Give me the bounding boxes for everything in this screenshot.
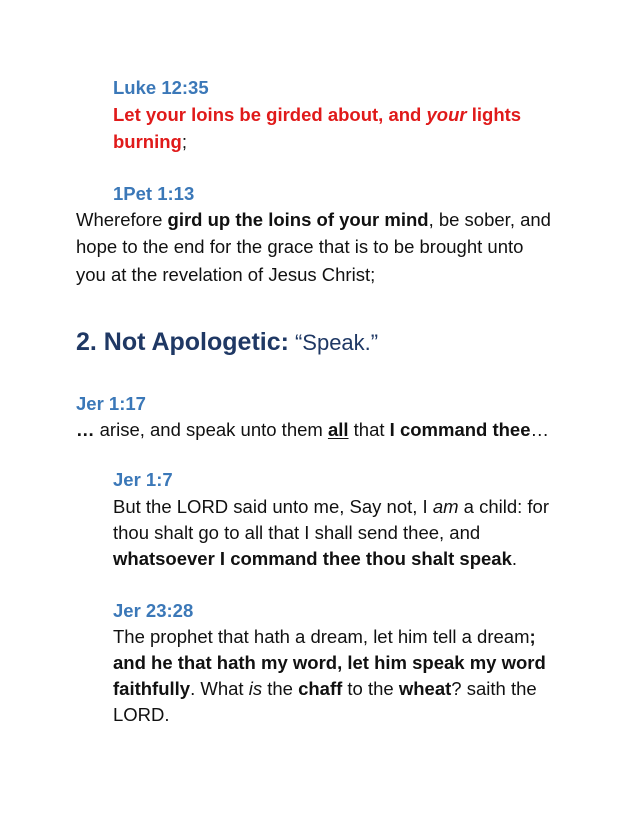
jer-23-28-line-2: and he that hath my word, let him speak my word [113, 652, 546, 673]
pet-text-b: , be sober, and [428, 209, 551, 230]
jer2328-text-a: The prophet that hath a dream, let him tell a dream [113, 626, 530, 647]
1pet-1-13-reference: 1Pet 1:13 [113, 183, 195, 204]
jer117-ellipsis: … [76, 419, 95, 440]
jer2328-text-b: the [262, 678, 299, 699]
jer-1-7-reference: Jer 1:7 [113, 469, 173, 490]
jer2328-wheat: wheat [398, 678, 452, 699]
jer117-text-b: that [348, 419, 390, 440]
jer17-text-am: am [432, 496, 459, 517]
1pet-1-13-line-1 [76, 208, 551, 233]
jer2328-faithfully: faithfully [113, 678, 191, 699]
1pet-1-13-line-3: you at the revelation of Jesus Christ; [76, 264, 376, 285]
jer2328-chaff: chaff [298, 678, 343, 699]
jer2328-semicolon: ; [529, 626, 536, 647]
jer-23-28-line-3 [113, 677, 537, 702]
jer117-text-a: arise, and speak unto them [94, 419, 328, 440]
luke-text-your: your [426, 104, 467, 125]
jer17-text-b: a child: for [458, 496, 550, 517]
pet-text-bold: gird up the loins of your mind [167, 209, 429, 230]
jer2328-text-is: is [248, 678, 263, 699]
luke-12-35-reference: Luke 12:35 [113, 77, 209, 98]
luke-text-burning: burning [113, 131, 182, 152]
pet-text-a: Wherefore [76, 209, 168, 230]
jer17-text-a: But the LORD said unto me, Say not, I [113, 496, 433, 517]
luke-12-35-line-2 [113, 130, 187, 155]
jer-1-7-line-3 [113, 547, 517, 572]
jer-1-17-reference: Jer 1:17 [76, 393, 146, 414]
jer-23-28-line-1 [113, 625, 536, 650]
jer2328-text-c: to the [342, 678, 399, 699]
section-heading-title: 2. Not Apologetic: [76, 328, 289, 356]
jer2328-text-d: ? saith the [451, 678, 537, 699]
luke-text-b: lights [466, 104, 522, 125]
luke-text-semicolon: ; [181, 131, 187, 152]
section-heading [76, 328, 378, 362]
jer117-bold: I command thee [389, 419, 531, 440]
jer2328-text-a: . What [190, 678, 249, 699]
jer117-text-c: … [530, 419, 550, 440]
jer17-bold: whatsoever I command thee thou shalt speak [113, 548, 512, 569]
jer-23-28-reference: Jer 23:28 [113, 600, 194, 621]
jer-1-17-line [76, 418, 549, 443]
jer17-period: . [511, 548, 518, 569]
jer117-underline-all: all [327, 419, 349, 440]
jer-23-28-line-4: LORD. [113, 704, 170, 725]
jer-1-7-line-2: thou shalt go to all that I shall send thee, and [113, 522, 481, 543]
1pet-1-13-line-2: hope to the end for the grace that is to be brought unto [76, 236, 524, 257]
jer-1-7-line-1 [113, 495, 549, 520]
luke-12-35-line-1 [113, 103, 521, 128]
section-heading-quote: “Speak.” [294, 330, 379, 355]
luke-text-a: Let your loins be girded about, and [113, 104, 427, 125]
